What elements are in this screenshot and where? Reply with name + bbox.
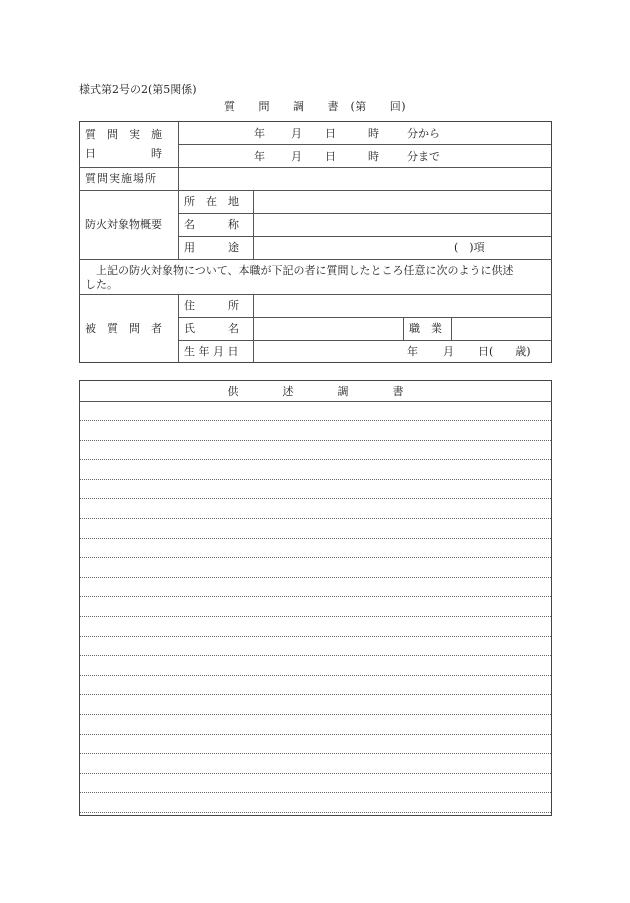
building-name-label: 名 称 xyxy=(184,218,239,231)
from-minute-label: 分から xyxy=(407,127,440,140)
ruled-line xyxy=(80,655,551,656)
statement-line-2: した。 xyxy=(85,278,118,291)
ruled-line xyxy=(80,557,551,558)
ruled-line xyxy=(80,498,551,499)
datetime-label-line1: 質 問 実 施 xyxy=(85,128,162,141)
ruled-line xyxy=(80,675,551,676)
address-label: 住 所 xyxy=(184,299,239,312)
person-name-label: 氏 名 xyxy=(184,322,239,335)
form-reference: 様式第2号の2(第5関係) xyxy=(79,83,197,96)
ruled-line xyxy=(80,773,551,774)
ruled-line xyxy=(80,636,551,637)
item-number-label: ( )項 xyxy=(454,241,485,254)
ruled-line xyxy=(80,440,551,441)
ruled-line xyxy=(80,714,551,715)
ruled-line xyxy=(80,734,551,735)
statement-sheet-frame xyxy=(79,380,552,816)
ruled-line xyxy=(80,596,551,597)
from-day-label: 日 xyxy=(325,127,336,140)
ruled-line xyxy=(80,792,551,793)
respondent-label: 被 質 問 者 xyxy=(85,322,162,335)
dob-year-label: 年 xyxy=(407,345,418,358)
ruled-line xyxy=(80,812,551,813)
to-month-label: 月 xyxy=(291,150,302,163)
to-minute-label: 分まで xyxy=(407,150,440,163)
statement-line-1: 上記の防火対象物について、本職が下記の者に質問したところ任意に次のように供述 xyxy=(85,264,514,277)
dob-month-label: 月 xyxy=(443,345,454,358)
ruled-line xyxy=(80,538,551,539)
ruled-line xyxy=(80,420,551,421)
ruled-line xyxy=(80,459,551,460)
occupation-label: 職 業 xyxy=(409,322,442,335)
statement-sheet-title: 供 述 調 書 xyxy=(227,385,404,398)
ruled-line xyxy=(80,753,551,754)
ruled-line xyxy=(80,479,551,480)
date-of-birth-label: 生 年 月 日 xyxy=(184,345,239,358)
ruled-line xyxy=(80,518,551,519)
dob-day-age-label: 日( 歳) xyxy=(478,345,531,358)
datetime-label-line2: 日 時 xyxy=(85,147,162,160)
ruled-line xyxy=(80,616,551,617)
from-hour-label: 時 xyxy=(368,127,379,140)
to-hour-label: 時 xyxy=(368,150,379,163)
place-label: 質問実施場所 xyxy=(85,172,157,185)
from-month-label: 月 xyxy=(291,127,302,140)
to-day-label: 日 xyxy=(325,150,336,163)
to-year-label: 年 xyxy=(254,150,265,163)
document-title: 質 問 調 書 (第 回) xyxy=(223,100,407,113)
from-year-label: 年 xyxy=(254,127,265,140)
ruled-line xyxy=(80,694,551,695)
overview-label: 防火対象物概要 xyxy=(85,218,162,231)
location-label: 所 在 地 xyxy=(184,195,239,208)
use-label: 用 途 xyxy=(184,241,239,254)
ruled-line xyxy=(80,577,551,578)
